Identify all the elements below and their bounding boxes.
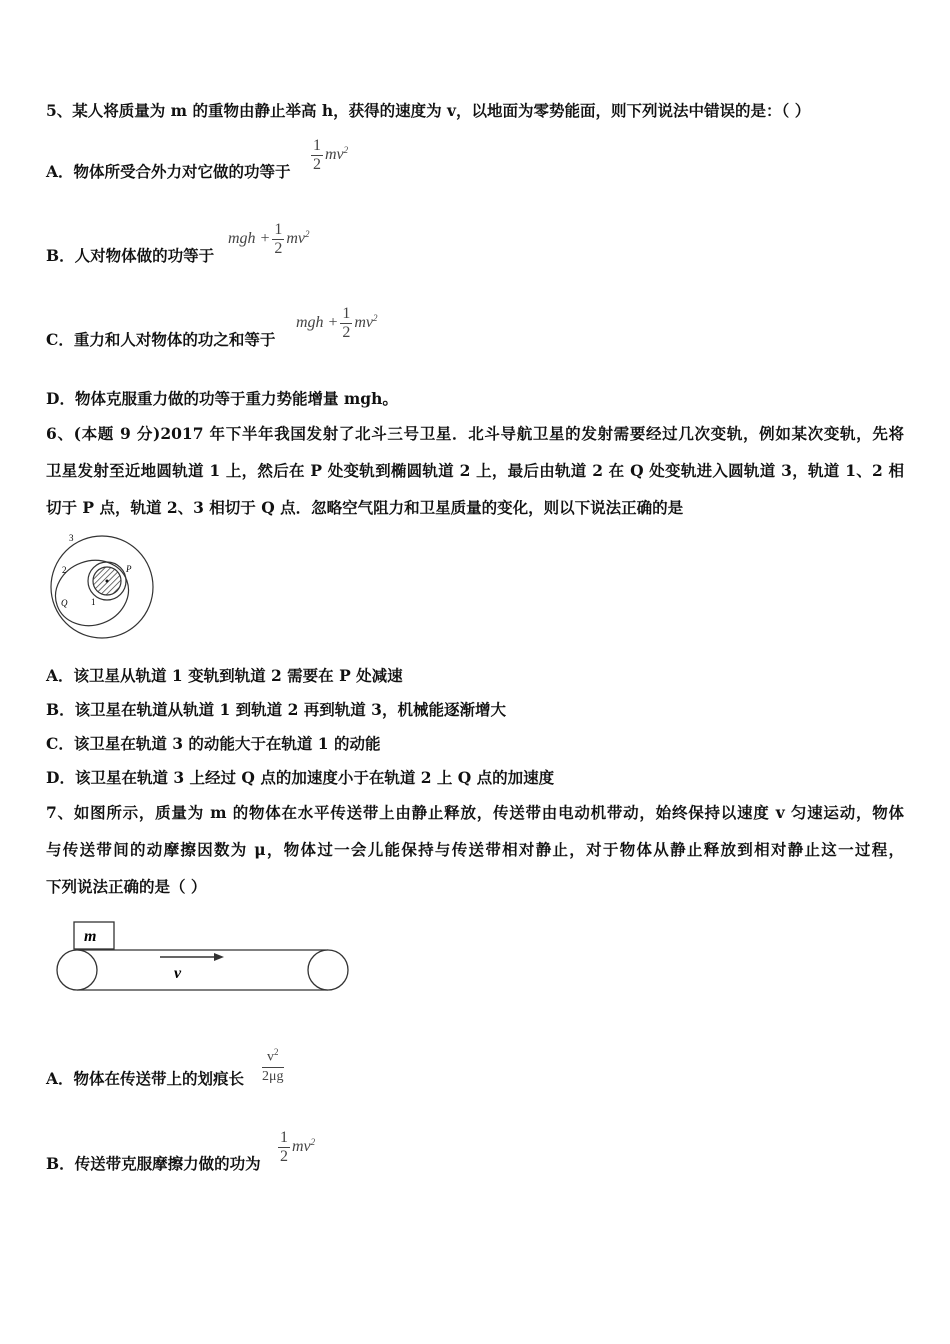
q7-stem-line2: 与传送带间的动摩擦因数为 μ，物体过一会儿能保持与传送带相对静止，对于物体从静止释放到相对静止这一过程， bbox=[46, 840, 904, 859]
q5-b-formula: mgh + $\frac{1}{2}$ $mv^2$ bbox=[228, 221, 310, 257]
q5-option-c: C．重力和人对物体的功之和等于 bbox=[46, 330, 276, 349]
q5-option-b: B．人对物体做的功等于 bbox=[46, 246, 215, 265]
label-m: m bbox=[84, 928, 97, 945]
label-orbit-1: 1 bbox=[91, 597, 96, 607]
q7-option-b: B．传送带克服摩擦力做的功为 bbox=[46, 1154, 261, 1173]
q5-c-formula: mgh + $\frac{1}{2}$ $mv^2$ bbox=[296, 305, 378, 341]
label-orbit-3: 3 bbox=[69, 533, 74, 543]
label-q: Q bbox=[61, 598, 68, 608]
q5-stem: 5、某人将质量为 m 的重物由静止举高 h，获得的速度为 v，以地面为零势能面，则下列说法中错误的是：（ ） bbox=[46, 101, 811, 120]
q5-option-d: D．物体克服重力做的功等于重力势能增量 mgh。 bbox=[46, 389, 398, 408]
q6-option-d: D．该卫星在轨道 3 上经过 Q 点的加速度小于在轨道 2 上 Q 点的加速度 bbox=[46, 768, 555, 787]
q5-option-a: A．物体所受合外力对它做的功等于 bbox=[46, 162, 291, 181]
q7-a-formula: $\frac{v^2}{2\mu g}$ bbox=[260, 1043, 286, 1086]
label-orbit-2: 2 bbox=[62, 565, 67, 575]
q7-b-formula: $\frac{1}{2}$ $mv^2$ bbox=[280, 1129, 316, 1165]
q7-option-a: A．物体在传送带上的划痕长 bbox=[46, 1069, 245, 1088]
orbit-diagram bbox=[46, 530, 162, 642]
pulley-left bbox=[57, 950, 97, 990]
q6-option-b: B．该卫星在轨道从轨道 1 到轨道 2 再到轨道 3，机械能逐渐增大 bbox=[46, 700, 506, 719]
pulley-right bbox=[308, 950, 348, 990]
q6-stem-line3: 切于 P 点，轨道 2、3 相切于 Q 点．忽略空气阻力和卫星质量的变化，则以下说法正确的是 bbox=[46, 498, 684, 517]
label-p: P bbox=[126, 564, 132, 574]
q6-option-c: C．该卫星在轨道 3 的动能大于在轨道 1 的动能 bbox=[46, 734, 381, 753]
q5-a-formula: $\frac{1}{2}$ $mv^2$ bbox=[313, 137, 349, 173]
label-v: v bbox=[174, 965, 182, 982]
q7-stem-line3: 下列说法正确的是（ ） bbox=[46, 877, 207, 896]
q7-stem-line1: 7、如图所示，质量为 m 的物体在水平传送带上由静止释放，传送带由电动机带动，始终保持以速度 v 匀速运动，物体 bbox=[46, 803, 904, 822]
q6-stem-line1: 6、(本题 9 分)2017 年下半年我国发射了北斗三号卫星．北斗导航卫星的发射需要经过几次变轨，例如某次变轨，先将 bbox=[46, 424, 904, 443]
velocity-arrowhead bbox=[214, 953, 224, 961]
q6-option-a: A．该卫星从轨道 1 变轨到轨道 2 需要在 P 处减速 bbox=[46, 666, 403, 685]
earth-center bbox=[106, 580, 109, 583]
conveyor-diagram bbox=[52, 918, 352, 996]
q6-stem-line2: 卫星发射至近地圆轨道 1 上，然后在 P 处变轨到椭圆轨道 2 上，最后由轨道 2 在 Q 处变轨进入圆轨道 3，轨道 1、2 相 bbox=[46, 461, 904, 480]
